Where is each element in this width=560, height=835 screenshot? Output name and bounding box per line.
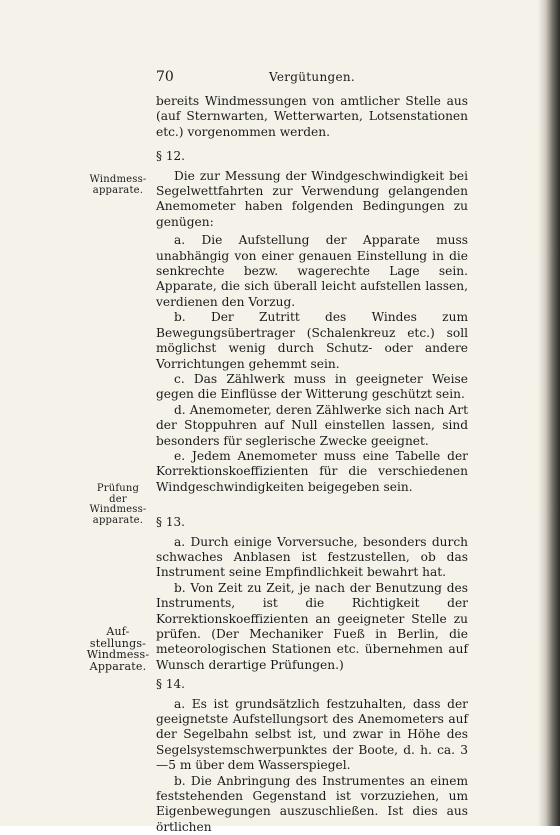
margin-note-line: der [109, 493, 127, 505]
margin-note-aufstellung [80, 626, 156, 672]
book-spine-shadow [538, 0, 560, 826]
paragraph: a. Durch einige Vorversuche, besonders durch schwaches Anblasen ist festzustellen, ob das Instrument seine Empfindlichkeit bewahrt hat. [156, 534, 468, 580]
paragraph: b. Der Zutritt des Windes zum Bewegungsübertrager (Schalenkreuz etc.) soll möglichst wenig durch Schutz- oder andere Vorrichtungen gehemmt sein. [156, 310, 468, 371]
margin-note-line: apparate. [92, 184, 144, 196]
paragraph: a. Es ist grundsätzlich festzuhalten, dass der geeignetste Aufstellungsort des Anemometers auf der Segelbahn selbst ist, und zwar in Höhe des Segelsystemschwerpunktes der Boote, d. h. ca. 3—5 m über dem Wasserspiegel. [156, 696, 468, 773]
section-heading: § 13. [156, 515, 185, 530]
page-body [156, 94, 468, 835]
margin-note-windmessapparate [80, 175, 156, 196]
section-heading: § 14. [156, 677, 185, 692]
paragraph: a. Die Aufstellung der Apparate muss unabhängig von einer genauen Einstellung in die senkrechte bezw. wagerechte Lage sein. Apparate, die sich überall leicht aufstellen lassen, verdienen den Vorzug. [156, 233, 468, 309]
paragraph: bereits Windmessungen von amtlicher Stelle aus (auf Sternwarten, Wetterwarten, Lotsenstationen etc.) vorgenommen werden. [156, 94, 468, 139]
margin-note-line: Apparate. [89, 659, 147, 673]
margin-note-line: Prüfung [96, 483, 140, 494]
margin-note-line: Auf- [106, 625, 130, 638]
paragraph: b. Die Anbringung des Instrumentes an einem feststehenden Gegenstand ist vorzuziehen, um Eigenbewegungen auszuschließen. Ist dies aus örtlichen [156, 773, 468, 834]
page-header [156, 69, 468, 87]
paragraph: c. Das Zählwerk muss in geeigneter Weise gegen die Einflüsse der Witterung geschützt sein. [156, 371, 468, 402]
page-number: 70 [156, 69, 174, 85]
margin-note-pruefung [80, 484, 156, 526]
paragraph: d. Anemometer, deren Zählwerke sich nach Art der Stoppuhren auf Null einstellen lassen, sind besonders für seglerische Zwecke geeignet. [156, 402, 468, 448]
paragraph: e. Jedem Anemometer muss eine Tabelle der Korrektionskoeffizienten für die verschiedenen Windgeschwindigkeiten beigegeben sein. [156, 448, 468, 494]
section-heading: § 12. [156, 149, 185, 164]
margin-note-line: apparate. [92, 514, 144, 526]
paragraph: b. Von Zeit zu Zeit, je nach der Benutzung des Instruments, ist die Richtigkeit der Korrektionskoeffizienten an geeigneter Stelle zu prüfen. (Der Mechaniker Fueß in Berlin, die meteorologischen Stationen etc. übernehmen auf Wunsch derartige Prüfungen.) [156, 580, 468, 672]
running-title: Vergütungen. [268, 70, 356, 84]
margin-note-line: Windmess- [89, 504, 147, 515]
margin-note-line: stellungs- [89, 636, 147, 650]
paragraph: Die zur Messung der Windgeschwindigkeit bei Segelwettfahrten zur Verwendung gelangenden Anemometer haben folgenden Bedingungen zu genügen: [156, 168, 468, 229]
margin-note-line: Windmess- [89, 174, 147, 185]
margin-note-line: Windmess- [86, 648, 150, 661]
